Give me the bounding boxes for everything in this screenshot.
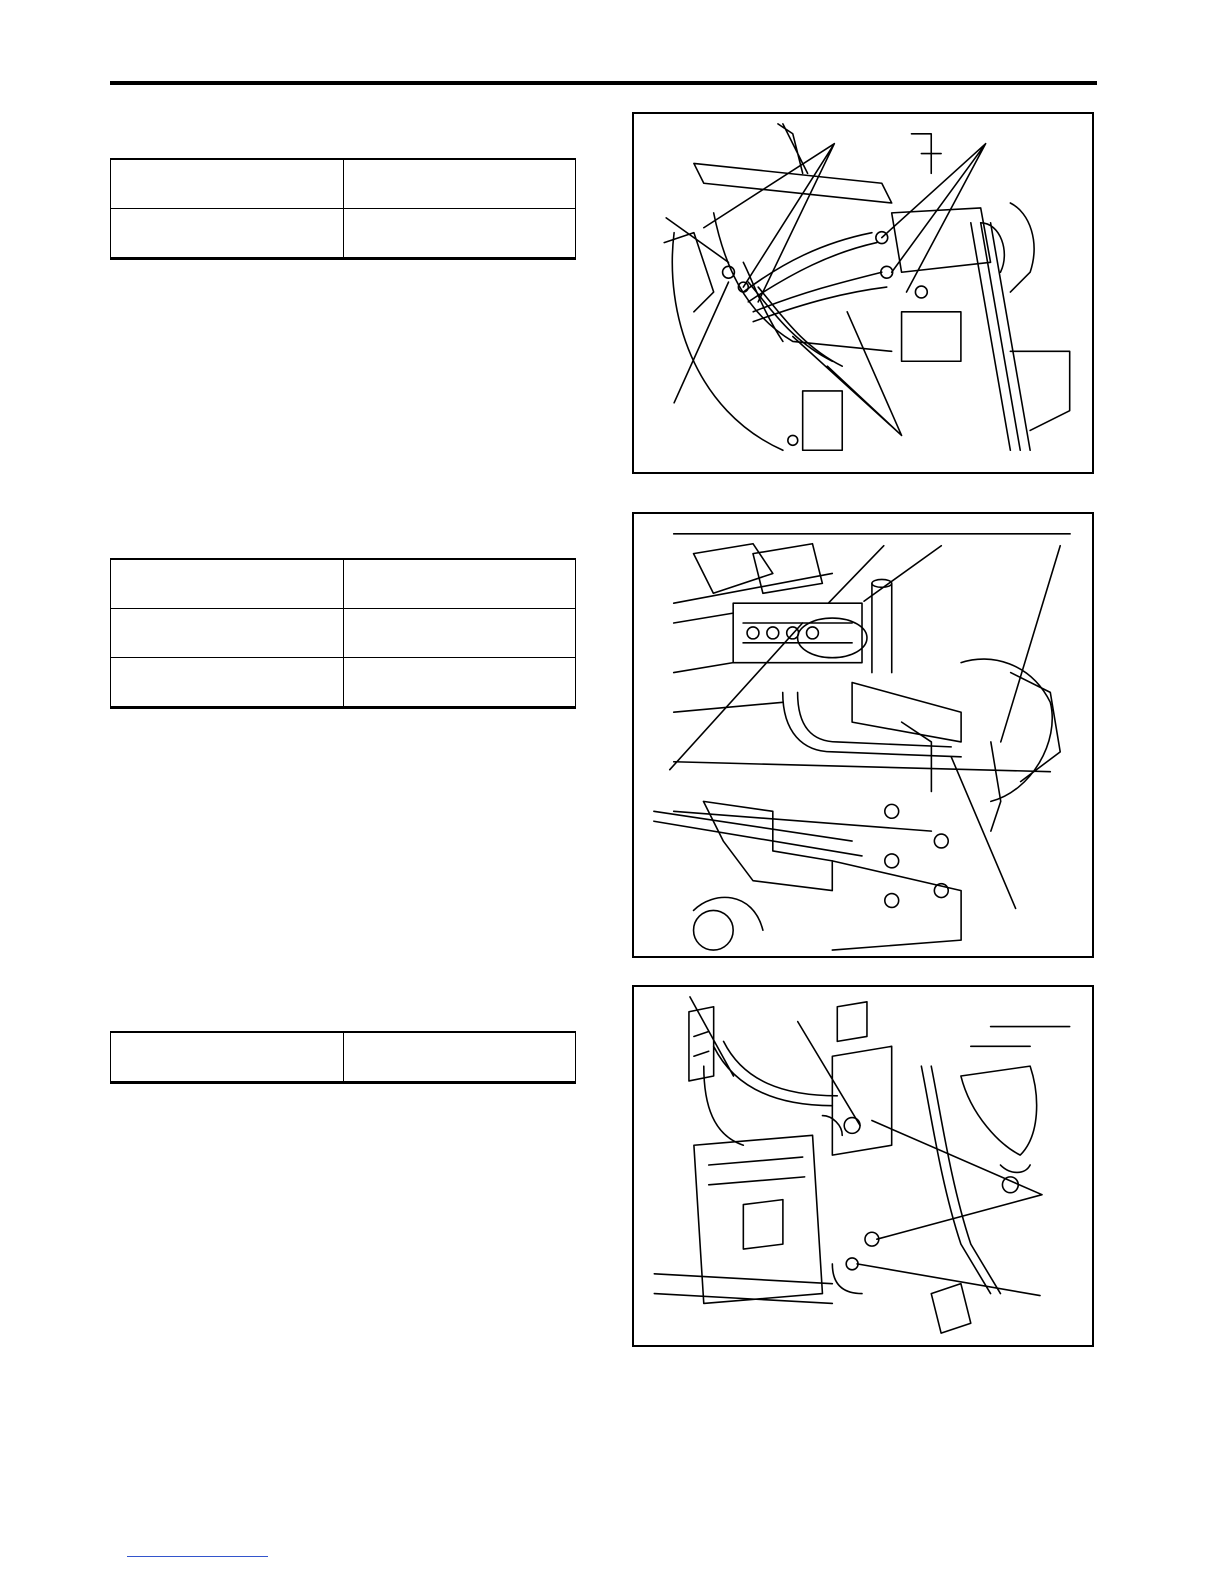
figure-hydraulic-hoses [632,112,1094,474]
table-cell [111,609,344,658]
table-cell [111,658,344,708]
header-rule [110,81,1097,85]
table-cell [344,559,576,609]
figure-radiator-hoses [632,985,1094,1347]
table-row [111,658,576,708]
table-cell [344,658,576,708]
table-row [111,209,576,259]
table-row [111,559,576,609]
table-row [111,609,576,658]
footer-link-underline [127,1556,268,1557]
table-cell [111,209,344,259]
table-cell [111,559,344,609]
illustration-hydraulic-hoses [634,114,1092,472]
figure-injection-pump [632,512,1094,958]
table-cell [111,1032,344,1083]
spec-table-2 [110,558,576,709]
table-cell [344,609,576,658]
table-cell [344,159,576,209]
table-cell [111,159,344,209]
table-cell [344,1032,576,1083]
illustration-radiator-hoses [634,987,1092,1345]
spec-table-1 [110,158,576,260]
table-row [111,1032,576,1083]
table-cell [344,209,576,259]
illustration-injection-pump [634,514,1092,956]
spec-table-3 [110,1031,576,1084]
table-row [111,159,576,209]
